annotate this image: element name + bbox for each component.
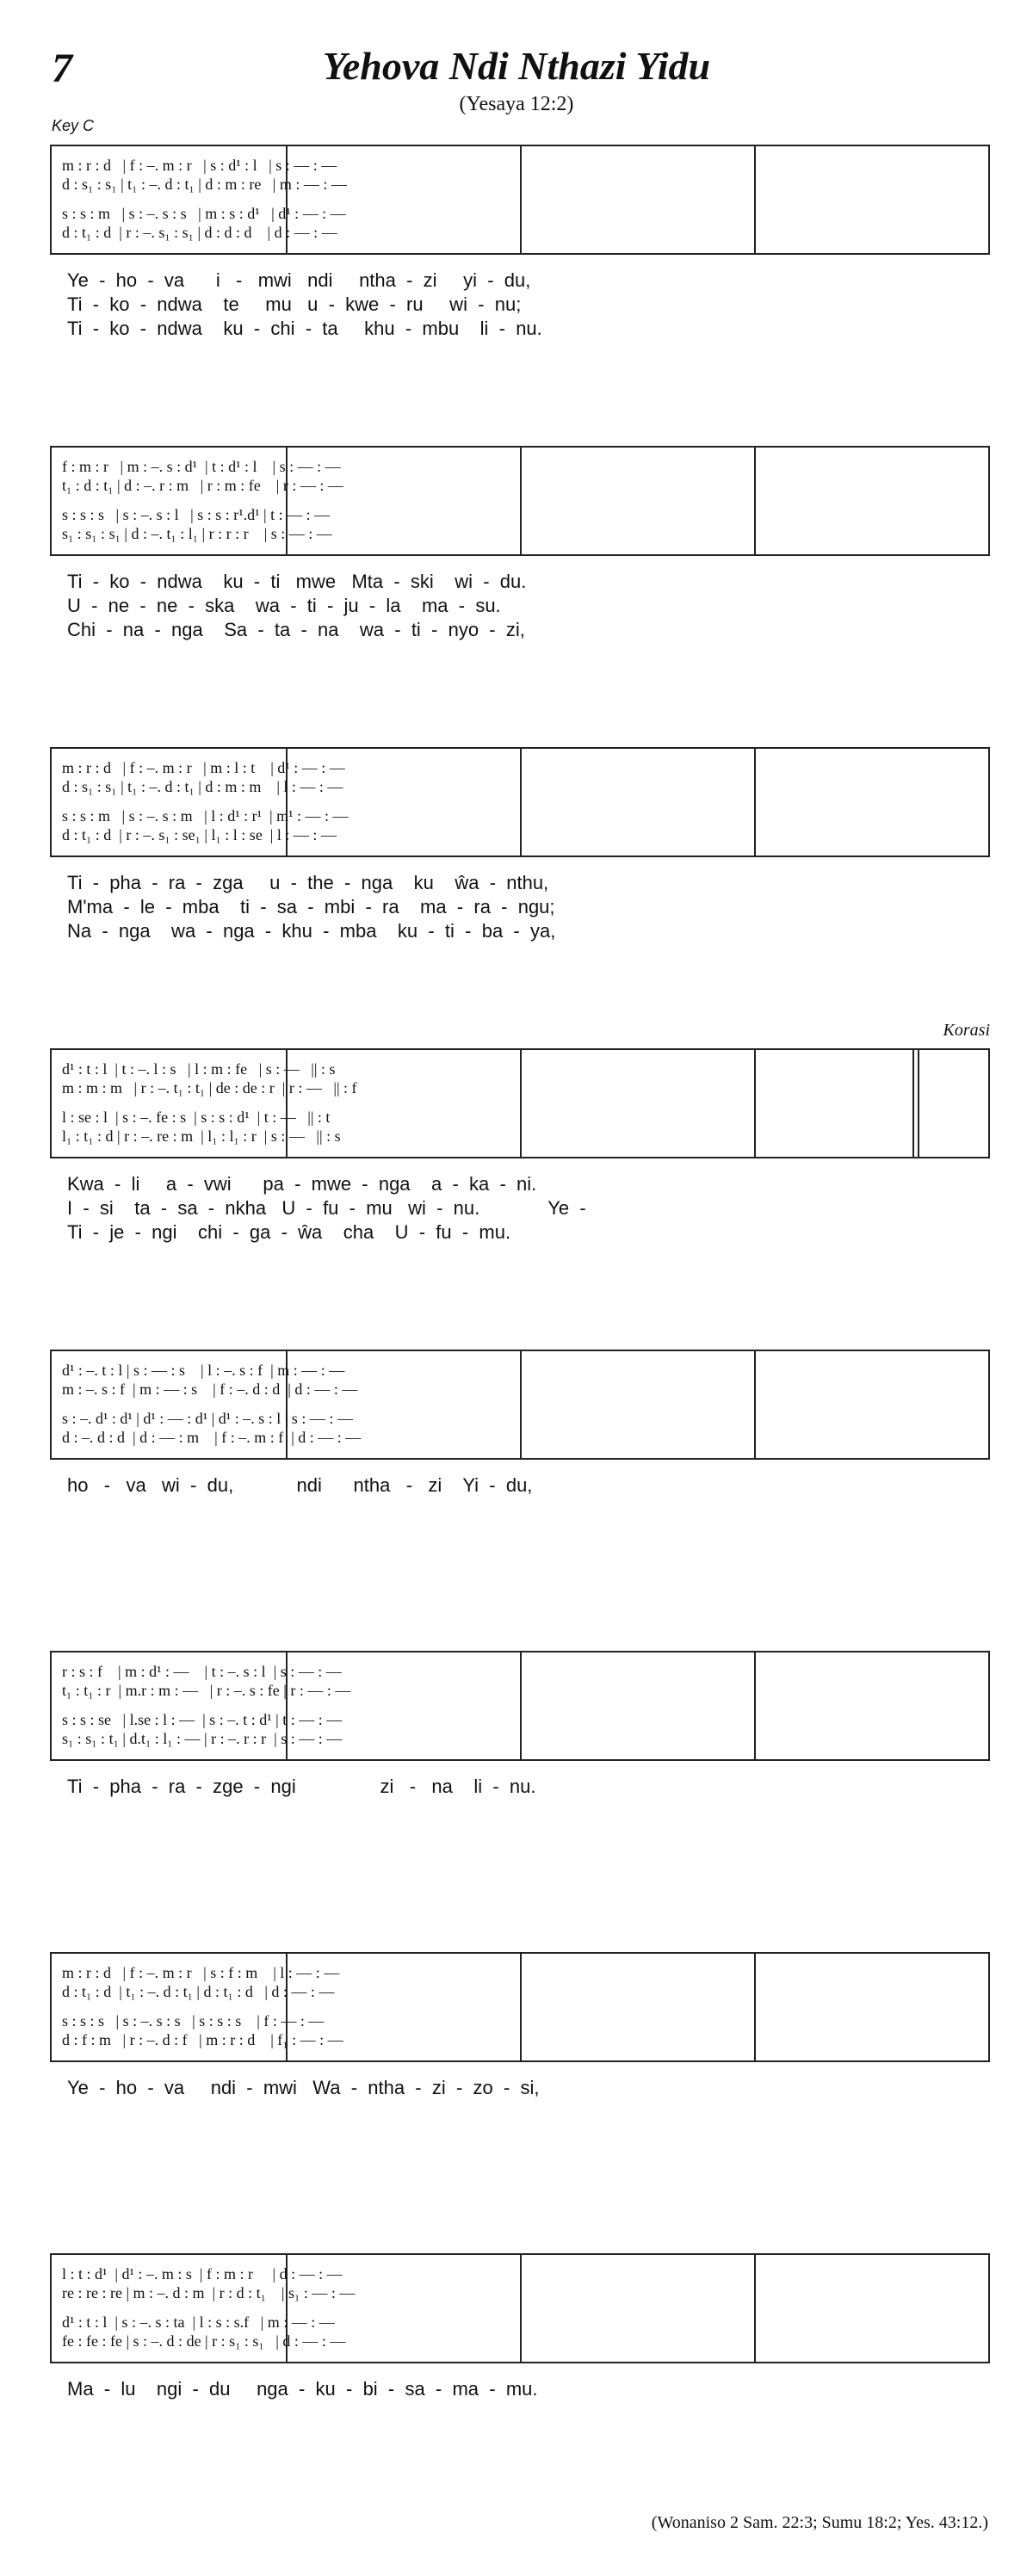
bass-part: s₁ : s₁ : s₁ | d : –. t₁ : l₁ | r : r : r | s : — : — bbox=[62, 525, 332, 542]
staff bbox=[50, 1651, 990, 1761]
staff bbox=[50, 145, 990, 255]
tenor-part: s : –. d¹ : d¹ | d¹ : — : d¹ | d¹ : –. s : l | s : — : — bbox=[62, 1410, 353, 1427]
tenor-part: s : s : s | s : –. s : l | s : s : r¹.d¹ | t : — : — bbox=[62, 506, 331, 523]
tenor-part: s : s : s | s : –. s : s | s : s : s | f : — : — bbox=[62, 2012, 325, 2029]
soprano-part: f : m : r | m : –. s : d¹ | t : d¹ : l | s : — : — bbox=[62, 458, 341, 475]
staff bbox=[50, 1048, 990, 1158]
music-system-8 bbox=[50, 2253, 990, 2401]
lyric-line: Ti - je - ngi chi - ga - ŵa cha U - fu - mu. bbox=[67, 1221, 511, 1243]
soprano-part: r : s : f | m : d¹ : — | t : –. s : l | s : — : — bbox=[62, 1663, 342, 1680]
tenor-part: s : s : se | l.se : l : — | s : –. t : d¹ | t : — : — bbox=[62, 1711, 343, 1728]
hymn-title: Yehova Ndi Nthazi Yidu bbox=[322, 44, 711, 88]
alto-part: t₁ : t₁ : r | m.r : m : — | r : –. s : fe | r : — : — bbox=[62, 1682, 351, 1699]
soprano-part: m : r : d | f : –. m : r | s : f : m | l : — : — bbox=[62, 1964, 340, 1981]
lyric-line: Ti - pha - ra - zge - ngi zi - na li - nu. bbox=[67, 1776, 536, 1797]
staff bbox=[50, 446, 990, 556]
lyric-line: Ye - ho - va i - mwi ndi ntha - zi yi - du, bbox=[67, 269, 531, 291]
staff bbox=[50, 2253, 990, 2363]
alto-part: d : s₁ : s₁ | t₁ : –. d : t₁ | d : m : re | m : — : — bbox=[62, 176, 347, 193]
soprano-part: m : r : d | f : –. m : r | m : l : t | d¹ : — : — bbox=[62, 759, 345, 776]
alto-part: d : t₁ : d | t₁ : –. d : t₁ | d : t₁ : d | d : — : — bbox=[62, 1983, 335, 2000]
music-system-3 bbox=[50, 747, 990, 943]
music-system-4 bbox=[50, 1021, 990, 1245]
chorus-label: Korasi bbox=[943, 1021, 990, 1040]
alto-part: m : m : m | r : –. t₁ : t₁ | de : de : r | r : — || : f bbox=[62, 1079, 357, 1096]
tenor-part: d¹ : t : l | s : –. s : ta | l : s : s.f | m : — : — bbox=[62, 2313, 335, 2331]
soprano-part: l : t : d¹ | d¹ : –. m : s | f : m : r | d : — : — bbox=[62, 2265, 343, 2283]
alto-part: m : –. s : f | m : — : s | f : –. d : d | d : — : — bbox=[62, 1381, 358, 1398]
staff bbox=[50, 747, 990, 857]
tenor-part: s : s : m | s : –. s : s | m : s : d¹ | d¹ : — : — bbox=[62, 205, 346, 222]
tenor-part: s : s : m | s : –. s : m | l : d¹ : r¹ | m¹ : — : — bbox=[62, 807, 349, 825]
lyric-line: M'ma - le - mba ti - sa - mbi - ra ma - ra - ngu; bbox=[67, 896, 555, 917]
soprano-part: d¹ : t : l | t : –. l : s | l : m : fe | s : — || : s bbox=[62, 1060, 336, 1078]
alto-part: re : re : re | m : –. d : m | r : d : t₁ | s₁ : — : — bbox=[62, 2284, 356, 2301]
footer-references: (Wonaniso 2 Sam. 22:3; Sumu 18:2; Yes. 43:12.) bbox=[651, 2513, 988, 2532]
key-signature: Key C bbox=[52, 117, 95, 134]
tenor-part: l : se : l | s : –. fe : s | s : s : d¹ | t : — || : t bbox=[62, 1109, 331, 1126]
soprano-part: m : r : d | f : –. m : r | s : d¹ : l | s : — : — bbox=[62, 157, 337, 174]
lyric-line: Na - nga wa - nga - khu - mba ku - ti - ba - ya, bbox=[67, 920, 556, 942]
lyric-line: Ti - ko - ndwa ku - chi - ta khu - mbu li - nu. bbox=[67, 318, 542, 339]
music-system-1 bbox=[50, 145, 990, 341]
scripture-reference: (Yesaya 12:2) bbox=[459, 93, 574, 115]
music-system-2 bbox=[50, 446, 990, 642]
bass-part: d : t₁ : d | r : –. s₁ : se₁ | l₁ : l : se | l : — : — bbox=[62, 826, 337, 843]
lyric-line: Ti - ko - ndwa ku - ti mwe Mta - ski wi - du. bbox=[67, 571, 527, 592]
lyric-line: Kwa - li a - vwi pa - mwe - nga a - ka - ni. bbox=[67, 1173, 537, 1195]
lyric-line: Ti - ko - ndwa te mu u - kwe - ru wi - nu; bbox=[67, 293, 522, 315]
bass-part: d : t₁ : d | r : –. s₁ : s₁ | d : d : d | d : — : — bbox=[62, 224, 337, 241]
lyric-line: U - ne - ne - ska wa - ti - ju - la ma - su. bbox=[67, 595, 501, 616]
music-system-6 bbox=[50, 1651, 990, 1799]
hymn-number: 7 bbox=[52, 46, 72, 91]
staff bbox=[50, 1350, 990, 1460]
bass-part: l₁ : t₁ : d | r : –. re : m | l₁ : l₁ : r | s : — || : s bbox=[62, 1127, 341, 1145]
lyric-line: I - si ta - sa - nkha U - fu - mu wi - nu. Ye - bbox=[67, 1197, 586, 1219]
music-system-7 bbox=[50, 1952, 990, 2100]
music-system-5 bbox=[50, 1350, 990, 1498]
bass-part: s₁ : s₁ : t₁ | d.t₁ : l₁ : — | r : –. r : r | s : — : — bbox=[62, 1730, 343, 1747]
lyric-line: Ti - pha - ra - zga u - the - nga ku ŵa - nthu, bbox=[67, 872, 549, 893]
lyric-line: Ye - ho - va ndi - mwi Wa - ntha - zi - zo - si, bbox=[67, 2077, 540, 2098]
staff bbox=[50, 1952, 990, 2062]
bass-part: d : f : m | r : –. d : f | m : r : d | f₁ : — : — bbox=[62, 2031, 343, 2048]
alto-part: t₁ : d : t₁ | d : –. r : m | r : m : fe | r : — : — bbox=[62, 477, 343, 494]
alto-part: d : s₁ : s₁ | t₁ : –. d : t₁ | d : m : m | l : — : — bbox=[62, 778, 343, 795]
lyric-line: Chi - na - nga Sa - ta - na wa - ti - nyo - zi, bbox=[67, 619, 525, 640]
bass-part: fe : fe : fe | s : –. d : de | r : s₁ : s₁ | d : — : — bbox=[62, 2332, 346, 2350]
soprano-part: d¹ : –. t : l | s : — : s | l : –. s : f | m : — : — bbox=[62, 1362, 345, 1379]
bass-part: d : –. d : d | d : — : m | f : –. m : f | d : — : — bbox=[62, 1429, 362, 1446]
lyric-line: Ma - lu ngi - du nga - ku - bi - sa - ma - mu. bbox=[67, 2378, 538, 2400]
lyric-line: ho - va wi - du, ndi ntha - zi Yi - du, bbox=[67, 1474, 533, 1496]
